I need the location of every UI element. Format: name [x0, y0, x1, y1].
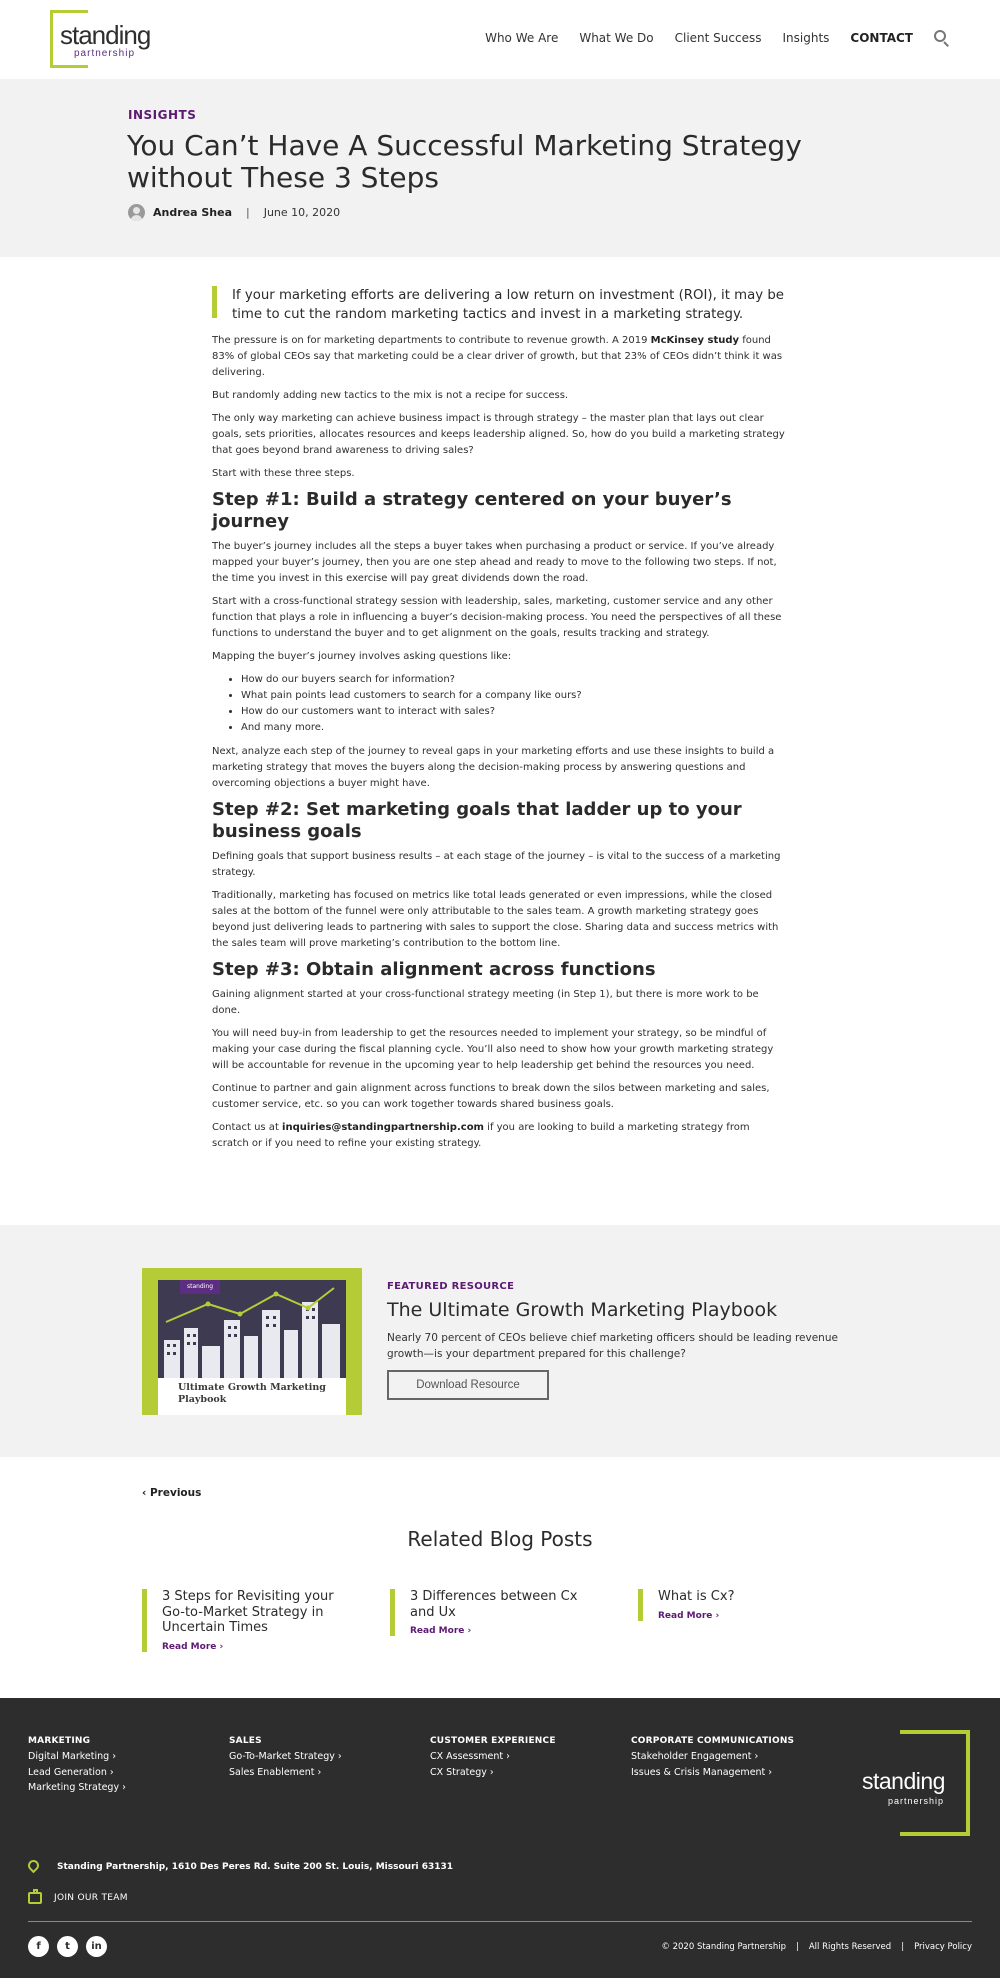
footer-heading: CUSTOMER EXPERIENCE — [430, 1736, 556, 1746]
featured-description: Nearly 70 percent of CEOs believe chief marketing officers should be leading revenue growth—is your department prepared for this challenge? — [387, 1332, 838, 1360]
paragraph: Start with a cross-functional strategy session with leadership, sales, marketing, customer service and any other function that plays a role in influencing a buyer’s decision-making process. You need the perspectives of all these functions to understand the buyer and to get alignment on the goals, results tracking and strategy. — [212, 596, 782, 639]
footer-link[interactable]: Digital Marketing › — [28, 1751, 116, 1762]
publish-date: June 10, 2020 — [263, 206, 341, 219]
all-rights-reserved: All Rights Reserved — [808, 1942, 892, 1952]
footer-divider — [28, 1921, 972, 1922]
footer-link[interactable]: Issues & Crisis Management › — [631, 1766, 773, 1778]
footer-heading: MARKETING — [28, 1736, 91, 1746]
footer-link[interactable]: Stakeholder Engagement › — [631, 1751, 759, 1762]
article-title: You Can’t Have A Successful Marketing Strategy without These 3 Steps — [127, 129, 802, 194]
paragraph: Defining goals that support business results – at each stage of the journey – is vital to the success of a marketing strategy. — [212, 851, 781, 878]
list-item: • And many more. — [241, 720, 788, 736]
list-item: • What pain points lead customers to search for a company like ours? — [241, 688, 788, 704]
paragraph-intro — [212, 333, 788, 381]
legal-separator: | — [795, 1942, 799, 1952]
nav-who-we-are[interactable]: Who We Are — [485, 31, 559, 45]
featured-eyebrow: FEATURED RESOURCE — [387, 1281, 515, 1292]
main-nav — [464, 30, 950, 46]
join-text: JOIN OUR TEAM — [54, 1893, 128, 1903]
join-our-team-link[interactable] — [28, 1892, 128, 1904]
mckinsey-study-link[interactable]: McKinsey study — [650, 335, 740, 346]
paragraph: Start with these three steps. — [212, 468, 355, 479]
site-logo[interactable] — [50, 10, 158, 68]
footer-link[interactable]: Lead Generation › — [28, 1766, 114, 1778]
cover-title: Ultimate Growth Marketing Playbook — [178, 1382, 326, 1405]
read-more-link[interactable]: Read More › — [162, 1641, 224, 1652]
cover-inner — [158, 1280, 346, 1415]
footer-logo-sub: partnership — [888, 1796, 945, 1806]
footer-logo-word: standing — [862, 1768, 945, 1794]
footer-column-sales — [229, 1736, 342, 1780]
previous-post-link[interactable]: ‹ Previous — [142, 1487, 202, 1499]
footer-heading: CORPORATE COMMUNICATIONS — [631, 1736, 795, 1746]
author-name: Andrea Shea — [153, 206, 232, 219]
paragraph: But randomly adding new tactics to the mix is not a recipe for success. — [212, 390, 569, 401]
briefcase-icon — [28, 1892, 42, 1904]
download-resource-button[interactable]: Download Resource — [387, 1370, 549, 1400]
byline-separator: | — [246, 206, 250, 219]
legal-separator: | — [901, 1942, 905, 1952]
site-header — [0, 0, 1000, 79]
paragraph: Gaining alignment started at your cross-functional strategy meeting (in Step 1), but there is more work to be done. — [212, 989, 759, 1016]
heading-step-2: Step #2: Set marketing goals that ladder up to your business goals — [212, 799, 742, 842]
address-text: Standing Partnership, 1610 Des Peres Rd. Suite 200 St. Louis, Missouri 63131 — [57, 1862, 454, 1872]
nav-client-success[interactable]: Client Success — [674, 31, 762, 45]
footer-link[interactable]: CX Strategy › — [430, 1766, 494, 1778]
paragraph: You will need buy-in from leadership to get the resources needed to implement your strategy, so be mindful of making your case during the fiscal planning cycle. You’ll also need to show how your growth marketing strategy will be accountable for revenue in the upcoming year to help leadership get behind the resources you need. — [212, 1028, 774, 1071]
related-post-card[interactable] — [638, 1589, 853, 1621]
site-footer — [0, 1698, 1000, 1978]
nav-insights[interactable]: Insights — [782, 31, 830, 45]
copyright: © 2020 Standing Partnership — [661, 1942, 786, 1952]
twitter-icon[interactable]: t — [57, 1936, 78, 1957]
footer-link[interactable]: Go-To-Market Strategy › — [229, 1751, 342, 1762]
privacy-policy-link[interactable]: Privacy Policy — [914, 1942, 972, 1952]
question-list — [241, 672, 788, 736]
text: found 83% of global CEOs say that marketing could be a clear driver of growth, but that 23% of CEOs didn’t think it was delivering. — [212, 335, 783, 378]
author-avatar-icon — [128, 204, 145, 221]
paragraph: Mapping the buyer’s journey involves asking questions like: — [212, 651, 512, 662]
related-post-card[interactable] — [390, 1589, 605, 1636]
paragraph-contact — [212, 1120, 788, 1152]
footer-link[interactable]: Marketing Strategy › — [28, 1782, 126, 1793]
nav-contact[interactable]: CONTACT — [850, 31, 913, 45]
featured-title: The Ultimate Growth Marketing Playbook — [387, 1299, 778, 1321]
article-body — [212, 286, 788, 1159]
byline — [128, 204, 340, 221]
search-icon[interactable] — [934, 30, 950, 46]
heading-step-3: Step #3: Obtain alignment across functions — [212, 959, 656, 980]
location-pin-icon — [28, 1860, 39, 1874]
logo-word: standing — [60, 20, 151, 50]
related-post-title[interactable]: 3 Steps for Revisiting your Go-to-Market Strategy in Uncertain Times — [162, 1589, 334, 1635]
footer-column-marketing — [28, 1736, 126, 1796]
list-item: • How do our buyers search for information? — [241, 672, 788, 688]
cover-logo-badge: standing — [180, 1280, 220, 1294]
legal-links — [661, 1942, 972, 1952]
featured-resource — [0, 1225, 1000, 1457]
linkedin-icon[interactable]: in — [86, 1936, 107, 1957]
related-post-title[interactable]: What is Cx? — [658, 1589, 735, 1604]
text: The pressure is on for marketing departments to contribute to revenue growth. A 2019 — [212, 335, 651, 346]
related-posts-heading: Related Blog Posts — [407, 1527, 593, 1551]
footer-column-corporate-communications — [631, 1736, 794, 1780]
cover-city-illustration — [158, 1280, 346, 1378]
facebook-icon[interactable]: f — [28, 1936, 49, 1957]
footer-heading: SALES — [229, 1736, 262, 1746]
paragraph: Next, analyze each step of the journey to reveal gaps in your marketing efforts and use these insights to build a marketing strategy that moves the buyers along the decision-making process by answering questions and overcoming objections a buyer might have. — [212, 746, 775, 789]
category-eyebrow[interactable]: INSIGHTS — [128, 108, 197, 122]
text: Contact us at — [212, 1122, 283, 1133]
heading-step-1: Step #1: Build a strategy centered on your buyer’s journey — [212, 489, 732, 532]
footer-logo[interactable] — [862, 1730, 970, 1836]
paragraph: The buyer’s journey includes all the steps a buyer takes when purchasing a product or service. If you’ve already mapped your buyer’s journey, then you are one step ahead and ready to move to the following two steps. If not, the time you invest in this exercise will pay great dividends down the road. — [212, 541, 777, 584]
pullquote: If your marketing efforts are delivering a low return on investment (ROI), it may be time to cut the random marketing tactics and invest in a marketing strategy. — [212, 286, 788, 318]
social-links — [28, 1936, 115, 1957]
footer-link[interactable]: Sales Enablement › — [229, 1766, 322, 1778]
list-item: • How do our customers want to interact with sales? — [241, 704, 788, 720]
paragraph: The only way marketing can achieve business impact is through strategy – the master plan that lays out clear goals, sets priorities, allocates resources and keeps leadership aligned. So, how do you build a marketing strategy that goes beyond brand awareness to driving sales? — [212, 413, 785, 456]
footer-address[interactable] — [28, 1860, 453, 1874]
paragraph: Traditionally, marketing has focused on metrics like total leads generated or even impressions, while the closed sales at the bottom of the funnel were only attributable to the sales team. A growth marketing strategy goes beyond just delivering leads to partnering with sales to support the close. Sharing data and success metrics with the sales team will prove marketing’s contribution to the bottom line. — [212, 890, 779, 949]
resource-cover-image[interactable] — [142, 1268, 362, 1415]
read-more-link[interactable]: Read More › — [658, 1610, 720, 1621]
related-post-title[interactable]: 3 Differences between Cx and Ux — [410, 1589, 578, 1620]
footer-column-customer-experience — [430, 1736, 556, 1780]
read-more-link[interactable]: Read More › — [410, 1626, 472, 1636]
contact-email-link[interactable]: inquiries@standingpartnership.com — [282, 1122, 484, 1133]
nav-what-we-do[interactable]: What We Do — [579, 31, 654, 45]
paragraph: Continue to partner and gain alignment across functions to break down the silos between marketing and sales, customer service, etc. so you can work together towards shared business goals. — [212, 1083, 770, 1110]
footer-link[interactable]: CX Assessment › — [430, 1751, 510, 1762]
article-hero — [0, 79, 1000, 257]
related-post-card[interactable] — [142, 1589, 357, 1652]
text: if you are looking to build a marketing strategy from scratch or if you need to refine your existing strategy. — [212, 1122, 750, 1149]
logo-sub: partnership — [74, 48, 136, 59]
